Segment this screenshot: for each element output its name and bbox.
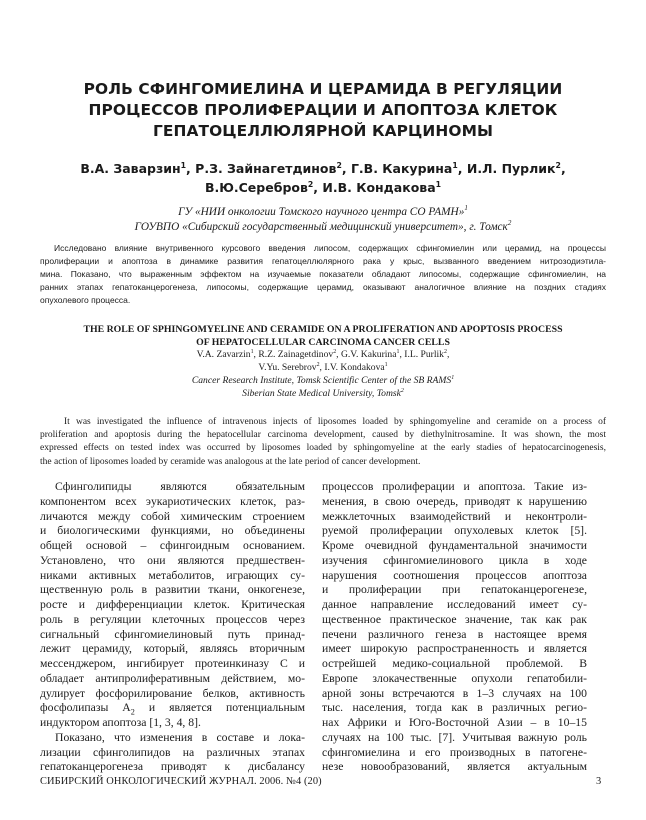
body-line: нах Африки и Юго-Восточной Азии – в 10–15 xyxy=(322,716,587,729)
body-line: Установлено, что они являются предшествен- xyxy=(40,553,305,567)
author-affiliation-mark: 2 xyxy=(443,348,447,355)
body-line: никами активных метаболитов, играющих су- xyxy=(40,568,305,582)
author-affiliation-mark: 2 xyxy=(555,160,561,170)
body-line: Показано, что изменения в составе и лока- xyxy=(55,730,305,744)
body-column-left xyxy=(40,480,305,775)
abstract-en-line: the action of liposomes loaded by ceramide was analogous at the late period of cancer development. xyxy=(40,456,421,467)
author-affiliation-mark: 1 xyxy=(435,179,442,189)
body-line: и биологическими функциями, но объединены xyxy=(40,524,305,538)
abstract-line: Исследовано влияние внутривенного курсового введения липосом, содержащих сфингомиелин или церамид, на процессы xyxy=(54,243,606,253)
abstract-line: опухолевого процесса. xyxy=(40,295,131,305)
author-affiliation-mark: 1 xyxy=(396,348,400,355)
affiliation-line xyxy=(40,220,606,235)
authors-en-line-1: V.A. Zavarzin$^1$, R.Z. Zainagetdinov$^2$, G.V. Kakurina$^1$, I.L. Purlik$^2$, xyxy=(196,348,450,360)
body-line: обладает антипролиферативным действием, мо- xyxy=(40,671,305,685)
author-affiliation-mark: 2 xyxy=(316,361,320,368)
body-line: лизации сфинголипидов на различных этапах xyxy=(40,745,305,759)
author-name: И.В. Кондакова xyxy=(322,180,436,195)
body-line: щественную роль в развитии ткани, онкогенезе, xyxy=(40,583,305,597)
body-column-right xyxy=(322,480,587,775)
author-affiliation-mark: 2 xyxy=(333,348,337,355)
body-line: гепатоканцерогенеза приводят к дисбалансу xyxy=(40,760,305,774)
body-line: Кроме очевидной фундаментальной значимости xyxy=(322,539,587,552)
body-line: случаях на 100 тыс. [7]. Учитывая важную роль xyxy=(322,730,587,744)
body-line: данное направление исследований имеет су- xyxy=(322,598,587,611)
body-line: арной зоны встречаются в 1–3 случаях на 100 xyxy=(322,686,587,700)
body-line: личаются между собой химическим строением xyxy=(40,509,305,523)
body-line: общей основой – сфингоидным основанием. xyxy=(40,539,305,552)
body-line: руемой пролиферации опухолевых клеток [5]. xyxy=(322,524,587,538)
article-title-en xyxy=(40,323,606,349)
author-affiliation-mark: 2 xyxy=(336,160,342,170)
authors-line-2: В.Ю.Серебров$^2$, И.В. Кондакова$^1$ xyxy=(204,179,442,195)
author-name: И.Л. Пурлик xyxy=(466,161,556,176)
body-line: незе новообразований, является актуальным xyxy=(322,760,587,774)
body-line: острейшей медико-социальной проблемой. В xyxy=(322,657,587,670)
title-line: ПРОЦЕССОВ ПРОЛИФЕРАЦИИ И АПОПТОЗА КЛЕТОК xyxy=(88,101,558,119)
body-line: дулирует фосфорилирование белков, активность xyxy=(40,686,305,700)
author-affiliation-mark: 1 xyxy=(250,348,254,355)
authors-ru xyxy=(40,159,606,197)
author-name: G.V. Kakurina xyxy=(340,349,397,360)
body-line: индуктором апоптоза [1, 3, 4, 8]. xyxy=(40,716,201,729)
affiliation-mark: 2 xyxy=(507,218,512,227)
body-line xyxy=(40,701,305,716)
journal-footer: СИБИРСКИЙ ОНКОЛОГИЧЕСКИЙ ЖУРНАЛ. 2006. №4 (20) xyxy=(40,776,322,787)
author-name: I.L. Purlik xyxy=(404,349,444,360)
body-line: Сфинголипиды являются обязательным xyxy=(55,480,305,493)
affiliation-mark: 2 xyxy=(400,387,404,394)
author-name: Р.З. Зайнагетдинов xyxy=(195,161,337,176)
article-title xyxy=(40,79,606,142)
body-text: фосфолипазы А xyxy=(40,701,131,715)
abstract-en-line: proliferation and apoptosis during the hepatocellular carcinoma development, caused by diethylnitrosamine. It was shown, the most xyxy=(40,430,606,441)
title-en-line: THE ROLE OF SPHINGOMYELINE AND CERAMIDE ON A PROLIFERATION AND APOPTOSIS PROCESS xyxy=(83,324,563,335)
affiliation-text: Siberian State Medical University, Tomsk xyxy=(242,387,401,399)
body-line: росте и дифференциации клеток. Критическая xyxy=(40,598,305,611)
abstract-line: ранних этапах гепатоканцерогенеза, липосомы, содержащие церамид, оказывают аналогичное влияние на поздних стадиях xyxy=(40,282,606,292)
abstract-ru xyxy=(40,242,606,307)
title-en-line: OF HEPATOCELLULAR CARCINOMA CANCER CELLS xyxy=(196,337,450,348)
body-line: процессов пролиферации и апоптоза. Такие из- xyxy=(322,480,587,493)
affiliation-en-line xyxy=(40,388,606,401)
authors-line-1: В.А. Заварзин$^1$, Р.З. Зайнагетдинов$^2$, Г.В. Какурина$^1$, И.Л. Пурлик$^2$, xyxy=(80,160,566,176)
authors-en-line-2: V.Yu. Serebrov$^2$, I.V. Kondakova$^1$ xyxy=(258,361,388,373)
affiliation-text: Cancer Research Institute, Tomsk Scientific Center of the SB RAMS xyxy=(191,375,452,386)
author-name: R.Z. Zainagetdinov xyxy=(258,349,334,360)
body-line: менения, в свою очередь, приводят к нарушению xyxy=(322,494,587,508)
author-affiliation-mark: 2 xyxy=(307,179,314,189)
author-name: Г.В. Какурина xyxy=(350,161,453,176)
body-line: изучения сфингомиелинового цикла в ходе xyxy=(322,553,587,567)
author-name: В.Ю.Серебров xyxy=(204,180,308,195)
author-affiliation-mark: 1 xyxy=(452,160,458,170)
body-line: сфингомиелина и его производных в патогене- xyxy=(322,745,587,759)
body-line: сигнальный сфингомиелиновый путь принад- xyxy=(40,627,305,641)
body-line: имеет широкую распространенность и является xyxy=(322,642,587,656)
author-name: V.Yu. Serebrov xyxy=(258,361,317,373)
page-number: 3 xyxy=(596,776,602,787)
affiliations-ru xyxy=(40,205,606,234)
author-affiliation-mark: 1 xyxy=(180,160,187,170)
body-line: лежит церамиду, который, являясь вторичным xyxy=(40,642,305,656)
body-line: печени различного генеза в настоящее время xyxy=(322,627,587,641)
affiliation-text: ГОУВПО «Сибирский государственный медицинский университет», г. Томск xyxy=(134,220,508,233)
abstract-line: мина. Показано, что выраженным эффектом на изучаемые показатели обладают липосомы, содержащие сфингомиелин, на xyxy=(40,269,606,279)
body-line: роль в регуляции клеточных процессов через xyxy=(40,612,305,626)
affiliation-line xyxy=(40,205,606,220)
affiliation-mark: 1 xyxy=(451,374,455,381)
title-line: РОЛЬ СФИНГОМИЕЛИНА И ЦЕРАМИДА В РЕГУЛЯЦИИ xyxy=(83,80,563,98)
body-line: щественное практическое значение, так как рак xyxy=(322,612,587,626)
title-line: ГЕПАТОЦЕЛЛЮЛЯРНОЙ КАРЦИНОМЫ xyxy=(152,122,494,140)
body-line: Европе злокачественные опухоли гепатобили- xyxy=(322,671,587,685)
author-name: V.A. Zavarzin xyxy=(196,349,251,360)
affiliations-en xyxy=(40,375,606,400)
body-line: компонентом всех эукариотических клеток, раз- xyxy=(40,494,305,508)
affiliation-text: ГУ «НИИ онкологии Томского научного центра СО РАМН» xyxy=(178,206,465,218)
abstract-en-line: expressed effects on tested index was occurred by liposomes loaded by sphingomyeline at the early stadies of hepatocarcinogenesis, xyxy=(40,443,606,454)
body-line: межклеточных взаимодействий и неконтроли- xyxy=(322,509,587,523)
body-text: и является потенциальным xyxy=(134,701,305,715)
body-line: тыс. населения, тогда как в различных регио- xyxy=(322,701,587,715)
authors-en xyxy=(40,349,606,374)
author-name: I.V. Kondakova xyxy=(324,361,385,373)
body-line: нарушения соотношения процессов апоптоза xyxy=(322,568,587,582)
affiliation-en-line xyxy=(40,375,606,388)
subscript: 2 xyxy=(130,707,135,717)
abstract-line: пролиферации и апоптоза в динамике развития гепатоцеллюлярного рака у крыс, вызванного введением нитрозодиэтила- xyxy=(40,256,606,266)
body-line: мессенджером, ингибирует протеинкиназу С и xyxy=(40,657,305,670)
author-name: В.А. Заварзин xyxy=(80,161,181,176)
body-line: и пролиферации при гепатоканцерогенезе, xyxy=(322,583,587,597)
abstract-en-line: It was investigated the influence of intravenous injects of liposomes loaded by sphingomyeline and ceramide on a process of xyxy=(64,417,606,427)
affiliation-mark: 1 xyxy=(464,204,468,213)
author-affiliation-mark: 1 xyxy=(384,361,388,368)
abstract-en xyxy=(40,416,606,469)
